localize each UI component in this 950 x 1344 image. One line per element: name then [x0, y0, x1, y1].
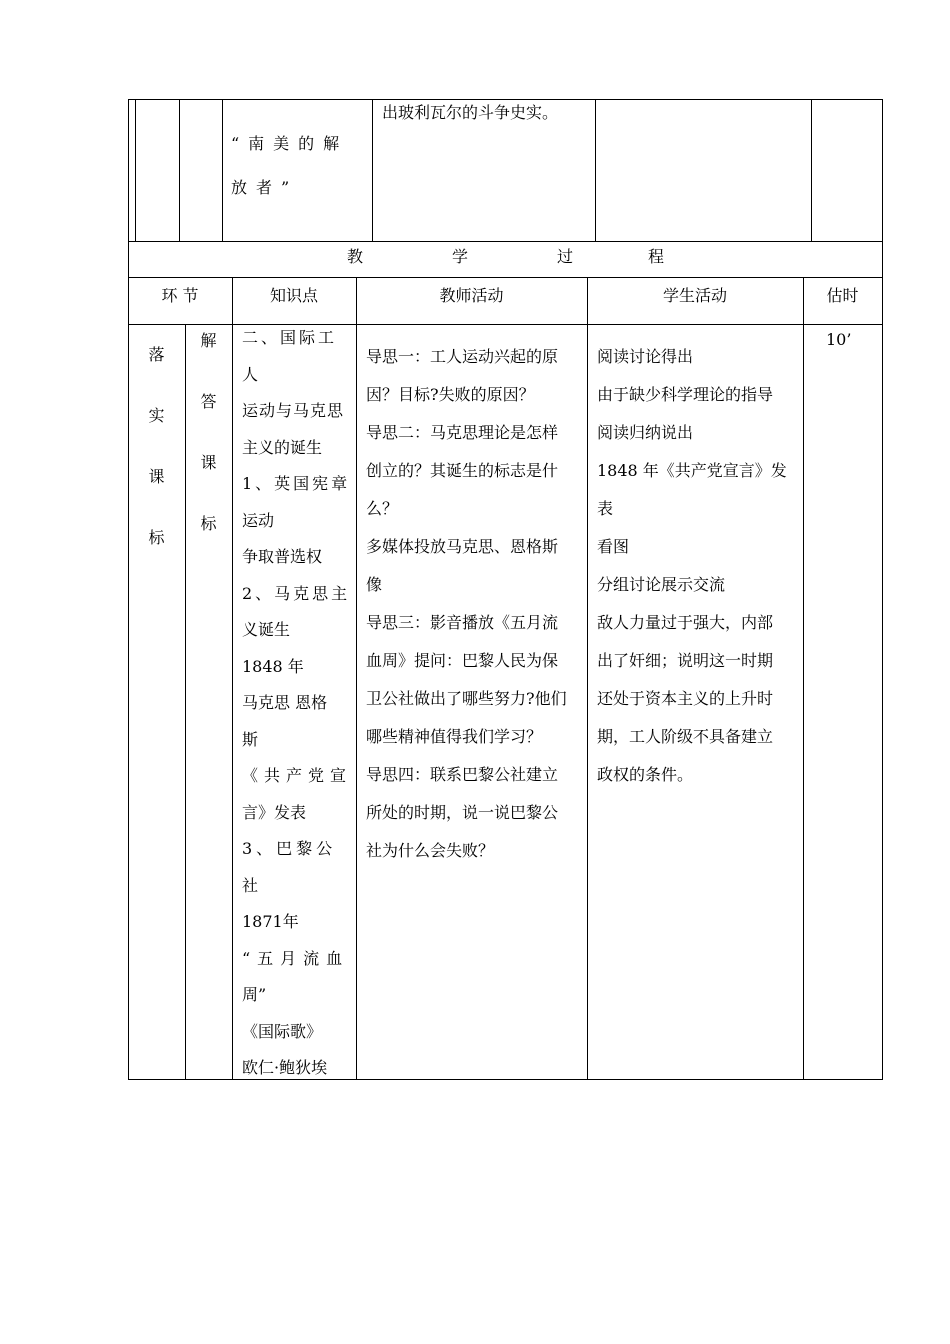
student-line: 期，工人阶级不具备建立 — [597, 727, 774, 746]
header-jiaoshi: 教师活动 — [439, 286, 504, 305]
teacher-line: 哪些精神值得我们学习？ — [366, 727, 543, 746]
teacher-line: 导思二：马克思理论是怎样 — [366, 423, 559, 442]
stage-cell — [128, 342, 185, 586]
student-line: 表 — [597, 499, 614, 518]
student-line: 阅读讨论得出 — [597, 347, 694, 366]
knowledge-line: 《共产党宣 — [242, 766, 353, 785]
knowledge-line: 3、巴黎公社 — [242, 839, 337, 895]
sub-stage-char: 标 — [200, 514, 217, 533]
knowledge-line: 1、英国宪章 — [242, 474, 351, 493]
knowledge-line: 运动与马克思 — [242, 401, 345, 420]
title-char: 过 — [557, 247, 574, 266]
knowledge-line: 运动 — [242, 510, 275, 530]
stage-char: 落 — [148, 345, 165, 364]
knowledge-line: 欧仁·鲍狄埃 — [242, 1058, 328, 1077]
top-knowledge-cell: “南美的解放者” — [231, 134, 349, 197]
knowledge-line: 2、马克思主 — [242, 583, 351, 603]
student-line: 看图 — [597, 537, 630, 556]
knowledge-cell — [242, 320, 354, 1087]
student-line: 敌人力量过于强大，内部 — [597, 613, 774, 632]
teacher-line: 导思四：联系巴黎公社建立 — [366, 765, 559, 784]
student-line: 还处于资本主义的上升时 — [597, 689, 774, 708]
teacher-line: 社为什么会失败？ — [366, 841, 495, 860]
teacher-line: 么？ — [366, 499, 399, 518]
header-huanjie: 环 节 — [161, 286, 199, 305]
teacher-line: 因？目标?失败的原因？ — [366, 385, 535, 404]
time-cell: 10’ — [826, 330, 852, 349]
knowledge-line: “五月流血 — [242, 948, 350, 968]
knowledge-line: 言》发表 — [242, 802, 307, 822]
teacher-line: 像 — [366, 575, 383, 594]
teacher-line: 创立的？其诞生的标志是什 — [366, 461, 559, 480]
knowledge-line: 义诞生 — [242, 620, 291, 639]
knowledge-line: 斯 — [242, 729, 259, 749]
student-line: 由于缺少科学理论的指导 — [597, 385, 774, 404]
knowledge-line: 1848 年 — [242, 656, 304, 676]
title-char: 教 — [347, 247, 364, 266]
sub-stage-char: 答 — [200, 392, 217, 411]
knowledge-line: 周” — [242, 985, 267, 1004]
stage-char: 标 — [148, 528, 165, 547]
sub-stage-char: 解 — [200, 331, 217, 350]
title-char: 学 — [452, 247, 469, 266]
teacher-line: 导思一：工人运动兴起的原 — [366, 347, 559, 366]
student-cell — [597, 338, 799, 794]
header-gushi: 估时 — [826, 286, 859, 305]
stage-char: 实 — [148, 406, 165, 425]
teacher-line: 卫公社做出了哪些努力?他们 — [366, 689, 567, 708]
teacher-line: 多媒体投放马克思、恩格斯 — [366, 537, 559, 556]
teacher-cell — [366, 338, 584, 870]
header-xuesheng: 学生活动 — [662, 286, 727, 305]
knowledge-line: 主义的诞生 — [242, 437, 323, 457]
knowledge-line: 马克思 恩格 — [242, 693, 328, 712]
student-line: 政权的条件。 — [597, 765, 694, 784]
sub-stage-char: 课 — [200, 453, 217, 472]
student-line: 出了奸细；说明这一时期 — [597, 651, 774, 670]
knowledge-line: 1871年 — [242, 912, 299, 931]
student-line: 阅读归纳说出 — [597, 423, 694, 442]
top-teacher-cell: 出玻利瓦尔的斗争史实。 — [382, 103, 559, 122]
knowledge-line: 《国际歌》 — [242, 1021, 323, 1041]
knowledge-line: 争取普选权 — [242, 547, 323, 566]
knowledge-line: 二、国际工人 — [242, 328, 338, 384]
student-line: 分组讨论展示交流 — [597, 575, 726, 594]
teacher-line: 所处的时期，说一说巴黎公 — [366, 803, 559, 822]
student-line: 1848 年《共产党宣言》发 — [597, 461, 787, 480]
sub-stage-cell — [185, 328, 232, 572]
stage-char: 课 — [148, 467, 165, 486]
teacher-line: 血周》提问：巴黎人民为保 — [366, 651, 559, 670]
title-char: 程 — [648, 247, 665, 266]
header-zhishidian: 知识点 — [269, 286, 318, 305]
teacher-line: 导思三：影音播放《五月流 — [366, 613, 559, 632]
